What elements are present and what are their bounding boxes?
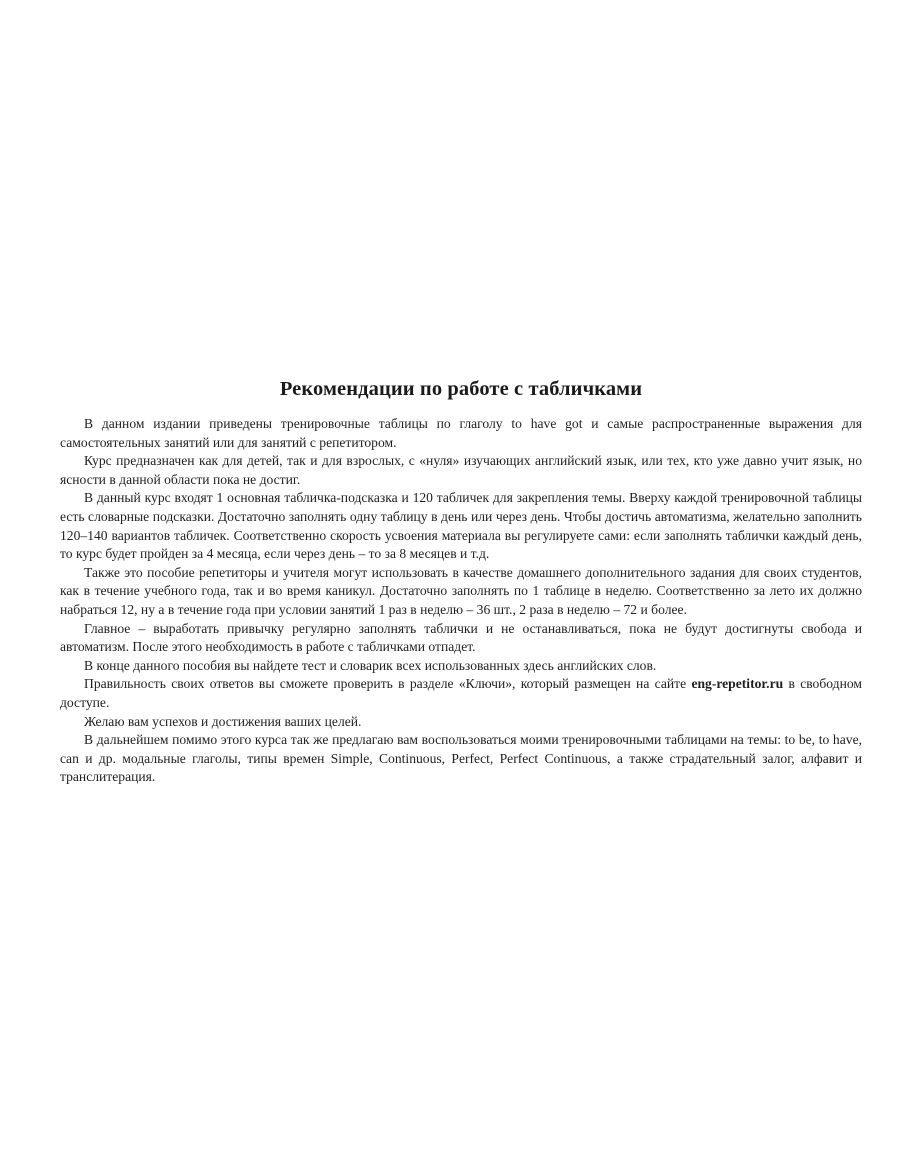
- paragraph-intro: В данном издании приведены тренировочные таблицы по глаголу to have got и самые распространенные выражения для самостоятельных занятий или для занятий с репетитором.: [60, 416, 862, 450]
- paragraph-audience: Курс предназначен как для детей, так и для взрослых, с «нуля» изучающих английский язык, или тех, кто уже давно учит язык, но ясности в данной области пока не достиг.: [60, 453, 862, 487]
- paragraph-test-dictionary: В конце данного пособия вы найдете тест и словарик всех использованных здесь английских слов.: [84, 657, 657, 673]
- website-link[interactable]: eng-repetitor.ru: [691, 676, 784, 692]
- keys-text-after: в свободном доступе.: [60, 676, 863, 710]
- document-content: [60, 376, 862, 787]
- paragraph-tutors: Также это пособие репетиторы и учителя могут использовать в качестве домашнего дополнительного задания для своих студентов, как в течение учебного года, так и во время каникул. Достаточно заполнять по 1 таблице в неделю. Соответственно за лето их должно набраться 12, ну а в течение года при условии занятий 1 раз в неделю – 36 шт., 2 раза в неделю – 72 и более.: [60, 564, 862, 617]
- paragraph-wishes: Желаю вам успехов и достижения ваших целей.: [84, 713, 362, 729]
- paragraph-closing: В дальнейшем помимо этого курса так же предлагаю вам воспользоваться моими тренировочными таблицами на темы: to be, to have, can и др. модальные глаголы, типы времен Simple, Continuous, Perfect, Perfect Continuous, а также страдательный залог, алфавит и транслитерация.: [60, 732, 862, 785]
- paragraph-main-goal: Главное – выработать привычку регулярно заполнять таблички и не останавливаться, пока не будут достигнуты свобода и автоматизм. После этого необходимость в работе с табличками отпадет.: [60, 620, 862, 655]
- paragraph-course-contents: В данный курс входят 1 основная табличка-подсказка и 120 табличек для закрепления темы. Вверху каждой тренировочной таблицы есть словарные подсказки. Достаточно заполнять одну таблицу в день или через день. Чтобы достичь автоматизма, желательно заполнить 120–140 вариантов табличек. Соответственно скорость усвоения материала вы регулируете сами: если заполнять таблички каждый день, то курс будет пройден за 4 месяца, если через день – то за 8 месяцев и т.д.: [60, 490, 862, 562]
- keys-text-before: Правильность своих ответов вы сможете проверить в разделе «Ключи», который размещен на сайте: [84, 676, 692, 692]
- page-title: Рекомендации по работе с табличками: [279, 378, 643, 400]
- paragraph-keys: [60, 675, 862, 712]
